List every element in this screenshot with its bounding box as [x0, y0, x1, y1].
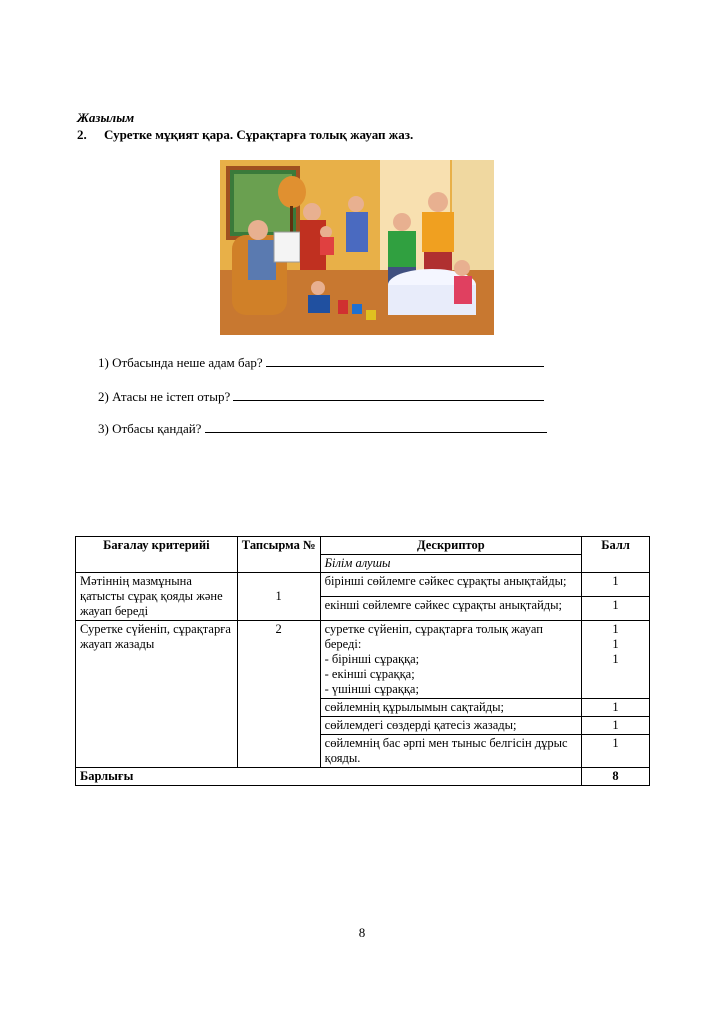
table-row [76, 621, 650, 699]
table-header-row [76, 537, 650, 555]
page-number: 8 [358, 925, 366, 940]
task-number: 2. [77, 127, 87, 142]
score-1-2: 1 [582, 597, 650, 621]
score-2-1 [582, 621, 650, 699]
descriptor-2-3: сөйлемдегі сөздерді қатесіз жазады; [320, 717, 581, 735]
section-title: Жазылым [77, 110, 135, 125]
question-3-label: 3) Отбасы қандай? [98, 421, 202, 436]
score-2-1-a: 1 [612, 622, 619, 636]
task-2: 2 [237, 621, 320, 768]
header-criteria: Бағалау критерийі [76, 537, 238, 573]
assessment-table [75, 536, 650, 786]
header-score: Балл [582, 537, 650, 573]
descriptor-2-1-sub-3: - үшінші сұраққа; [324, 682, 419, 696]
total-label: Барлығы [76, 768, 582, 786]
answer-line-1[interactable] [266, 354, 544, 367]
table-total-row [76, 768, 650, 786]
score-2-1-b: 1 [612, 637, 619, 651]
question-3 [98, 420, 547, 437]
descriptor-2-1-sub-2: - екінші сұраққа; [324, 667, 415, 681]
header-task: Тапсырма № [237, 537, 320, 573]
criteria-2: Суретке сүйеніп, сұрақтарға жауап жазады [76, 621, 238, 768]
answer-line-3[interactable] [205, 420, 547, 433]
task-text: Суретке мұқият қара. Сұрақтарға толық жауап жаз. [104, 127, 414, 142]
descriptor-2-2: сөйлемнің құрылымын сақтайды; [320, 699, 581, 717]
family-illustration-icon [220, 160, 494, 335]
header-descriptor: Дескриптор [320, 537, 581, 555]
question-2 [98, 388, 544, 405]
descriptor-1-2: екінші сөйлемге сәйкес сұрақты анықтайды; [320, 597, 581, 621]
score-2-3: 1 [582, 717, 650, 735]
descriptor-2-1-sub-1: - бірінші сұраққа; [324, 652, 420, 666]
task-heading [77, 127, 413, 143]
criteria-1: Мәтіннің мазмұнына қатысты сұрақ қояды және жауап береді [76, 573, 238, 621]
descriptor-1-1: бірінші сөйлемге сәйкес сұрақты анықтайды; [320, 573, 581, 597]
header-learner: Білім алушы [320, 555, 581, 573]
score-2-1-c: 1 [612, 652, 619, 666]
score-2-2: 1 [582, 699, 650, 717]
question-2-label: 2) Атасы не істеп отыр? [98, 389, 231, 404]
score-2-4: 1 [582, 735, 650, 768]
descriptor-2-1 [320, 621, 581, 699]
table-row [76, 573, 650, 597]
descriptor-2-1-text: суретке сүйеніп, сұрақтарға толық жауап береді: [324, 622, 543, 651]
total-score: 8 [582, 768, 650, 786]
score-1-1: 1 [582, 573, 650, 597]
descriptor-2-4: сөйлемнің бас әрпі мен тыныс белгісін дұрыс қояды. [320, 735, 581, 768]
question-1-label: 1) Отбасында неше адам бар? [98, 355, 263, 370]
question-1 [98, 354, 544, 371]
task-1: 1 [237, 573, 320, 621]
answer-line-2[interactable] [233, 388, 544, 401]
